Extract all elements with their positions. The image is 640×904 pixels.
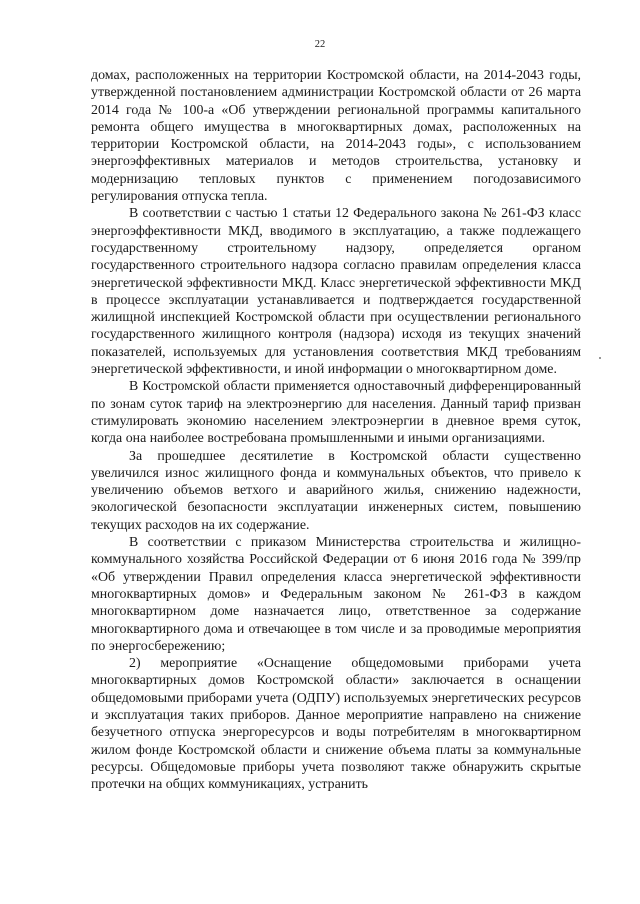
paragraph-ministry-order: В соответствии с приказом Министерства строительства и жилищно-коммунального хозяйства Российской Федерации от 6 июня 2016 года № 399/пр «Об утверждении Правил определения класса энергетической эффективности многоквартирных домов» и Федеральным законом № 261-ФЗ в каждом многоквартирном доме назначается лицо, ответственное за содержание многоквартирного дома и отвечающее в том числе и за проводимые мероприятия по энергосбережению; — [91, 535, 581, 654]
paragraph-metering-measure: 2) мероприятие «Оснащение общедомовыми приборами учета многоквартирных домов Костромской области» заключается в оснащении общедомовыми приборами учета (ОДПУ) используемых энергетических ресурсов и эксплуатация таких приборов. Данное мероприятие направлено на снижение безучетного отпуска энергоресурсов и воды потребителям в многоквартирном жилом фонде Костромской области и снижение объема платы за коммунальные ресурсы. Общедомовые приборы учета позволяют также обнаружить скрытые протечки на общих коммуникациях, устранить — [91, 656, 581, 793]
scan-speck — [599, 357, 601, 359]
page-number: 22 — [314, 39, 326, 50]
paragraph-continuation: домах, расположенных на территории Костромской области, на 2014-2043 годы, утвержденной постановлением администрации Костромской области от 26 марта 2014 года № 100-а «Об утверждении региональной программы капитального ремонта общего имущества в многоквартирных домах, расположенных на территории Костромской области, на 2014-2043 годы», с использованием энергоэффективных материалов и методов строительства, установку и модернизацию тепловых пунктов с применением погодозависимого регулирования отпуска тепла. — [91, 68, 581, 205]
paragraph-electricity-tariff: В Костромской области применяется одноставочный дифференцированный по зонам суток тариф на электроэнергию для населения. Данный тариф призван стимулировать экономию населением электроэнергии в дневное время суток, когда она наиболее востребована промышленными и иными организациями. — [91, 379, 581, 447]
paragraph-housing-wear: За прошедшее десятилетие в Костромской области существенно увеличился износ жилищного фонда и коммунальных объектов, что привело к увеличению объемов ветхого и аварийного жилья, снижению надежности, экологической безопасности эксплуатации инженерных систем, повышению текущих расходов на их содержание. — [91, 448, 581, 533]
paragraph-energy-class: В соответствии с частью 1 статьи 12 Федерального закона № 261-ФЗ класс энергоэффективности МКД, вводимого в эксплуатацию, а также подлежащего государственному строительному надзору, определяется органом государственного строительного надзора согласно правилам определения класса энергетической эффективности МКД. Класс энергетической эффективности МКД в процессе эксплуатации устанавливается и подтверждается государственной жилищной инспекцией Костромской области при осуществлении регионального государственного жилищного контроля (надзора) исходя из текущих значений показателей, используемых для установления соответствия МКД требованиям энергетической эффективности, и иной информации о многоквартирном доме. — [91, 206, 581, 378]
document-body — [91, 67, 581, 793]
